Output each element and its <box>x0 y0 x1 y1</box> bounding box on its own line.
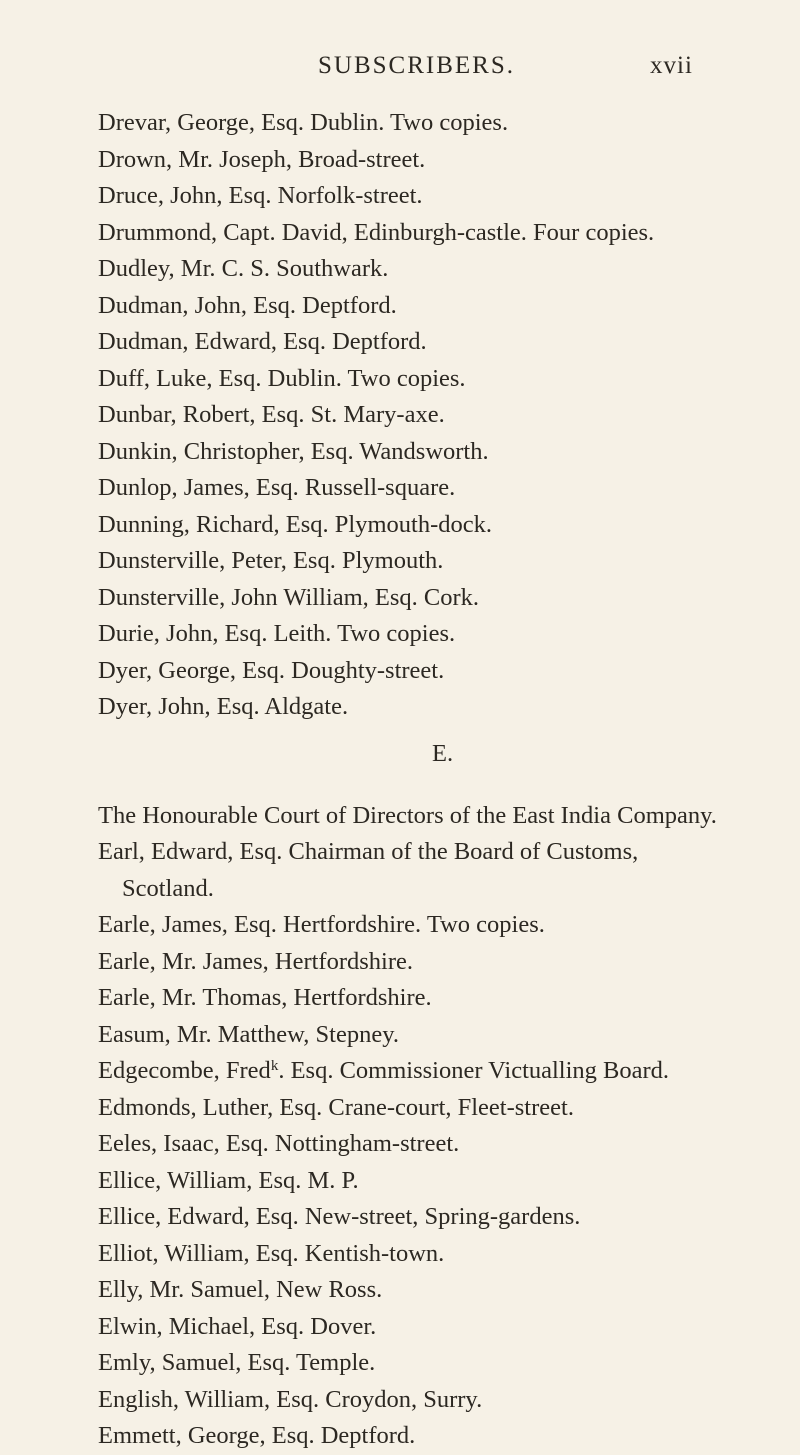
subscriber-entry: Easum, Mr. Matthew, Stepney. <box>98 1020 399 1048</box>
subscriber-entry: Dunning, Richard, Esq. Plymouth-dock. <box>98 510 493 538</box>
subscriber-entry: Dunbar, Robert, Esq. St. Mary-axe. <box>98 401 445 428</box>
subscriber-entry: Durie, John, Esq. Leith. Two copies. <box>98 620 456 647</box>
page-number: xvii <box>650 52 693 79</box>
subscriber-entry: Dunsterville, Peter, Esq. Plymouth. <box>98 547 444 574</box>
subscriber-entry-continuation: Scotland. <box>122 874 214 902</box>
subscriber-entry: Druce, John, Esq. Norfolk-street. <box>98 182 423 209</box>
subscriber-entry: Dudman, John, Esq. Deptford. <box>98 291 397 319</box>
entry-text: . Esq. Commissioner Victualling Board. <box>278 1057 670 1084</box>
subscriber-entry: Dyer, George, Esq. Doughty-street. <box>98 656 445 684</box>
subscriber-entry: Earle, Mr. James, Hertfordshire. <box>98 947 413 975</box>
subscriber-entry: Earle, Mr. Thomas, Hertfordshire. <box>98 984 432 1011</box>
subscriber-entry: Eeles, Isaac, Esq. Nottingham-street. <box>98 1130 460 1157</box>
subscriber-entry: Earl, Edward, Esq. Chairman of the Board of Customs, <box>98 838 639 865</box>
subscriber-entry: Ellice, William, Esq. M. P. <box>98 1166 359 1194</box>
subscriber-entry: The Honourable Court of Directors of the East India Company. <box>98 801 717 829</box>
subscriber-entry: Dudman, Edward, Esq. Deptford. <box>98 328 427 355</box>
section-heading-e: E. <box>432 739 454 767</box>
running-head <box>0 52 800 88</box>
subscriber-entry: Dyer, John, Esq. Aldgate. <box>98 693 349 720</box>
subscriber-entry: Dunkin, Christopher, Esq. Wandsworth. <box>98 437 489 465</box>
subscriber-entry: Dunsterville, John William, Esq. Cork. <box>98 583 480 611</box>
subscriber-entry: Elwin, Michael, Esq. Dover. <box>98 1312 377 1340</box>
subscriber-entry: Ellice, Edward, Esq. New-street, Spring-gardens. <box>98 1203 581 1230</box>
subscriber-entry: Duff, Luke, Esq. Dublin. Two copies. <box>98 364 466 392</box>
superscript-abbreviation: k <box>270 1058 279 1074</box>
subscriber-entry: English, William, Esq. Croydon, Surry. <box>98 1385 483 1413</box>
subscriber-entry: Earle, James, Esq. Hertfordshire. Two copies. <box>98 911 545 938</box>
subscriber-entry: Elliot, William, Esq. Kentish-town. <box>98 1239 445 1267</box>
subscriber-entry: Elly, Mr. Samuel, New Ross. <box>98 1276 383 1303</box>
subscriber-entry: Drown, Mr. Joseph, Broad-street. <box>98 145 426 173</box>
subscriber-entry: Drevar, George, Esq. Dublin. Two copies. <box>98 109 509 136</box>
subscriber-list <box>98 105 778 1455</box>
subscriber-entry: Edmonds, Luther, Esq. Crane-court, Fleet-street. <box>98 1093 574 1121</box>
subscriber-entry: Emmett, George, Esq. Deptford. <box>98 1422 416 1449</box>
subscriber-entry: Dudley, Mr. C. S. Southwark. <box>98 255 389 282</box>
subscriber-entry: Emly, Samuel, Esq. Temple. <box>98 1349 376 1376</box>
header-title: SUBSCRIBERS. <box>318 52 515 79</box>
subscriber-entry: Dunlop, James, Esq. Russell-square. <box>98 474 456 501</box>
subscriber-entry: Drummond, Capt. David, Edinburgh-castle. Four copies. <box>98 218 655 246</box>
subscriber-entry <box>98 1053 778 1090</box>
entry-text: Edgecombe, Fred <box>98 1057 271 1084</box>
